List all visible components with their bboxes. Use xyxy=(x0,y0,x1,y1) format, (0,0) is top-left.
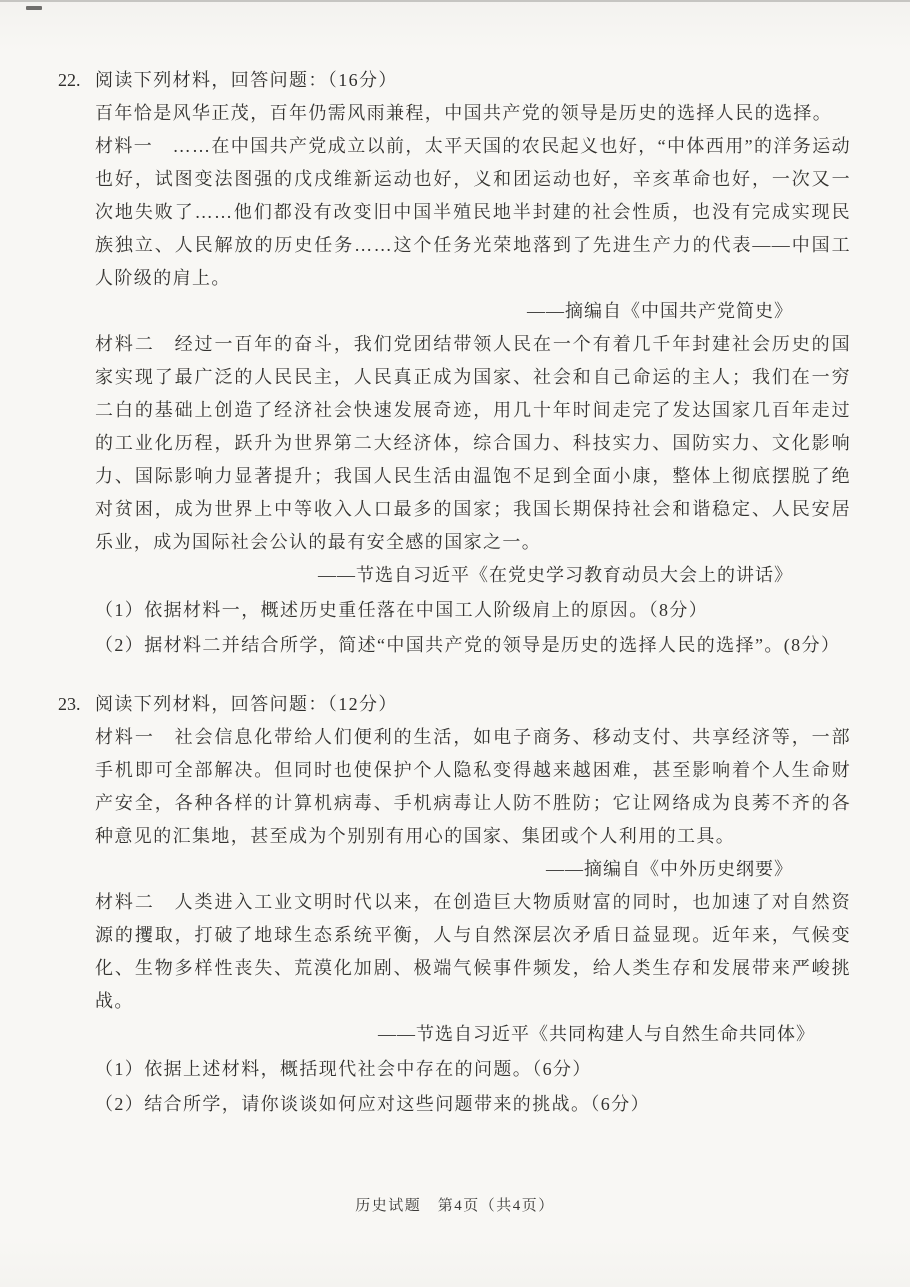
question-22-material-2-body: 材料二 经过一百年的奋斗，我们党团结带领人民在一个有着几千年封建社会历史的国家实现了最广泛的人民民主，人民真正成为国家、社会和自己命运的主人；我们在一穷二白的基础上创造了经济社会快速发展奇迹，用几十年时间走完了发达国家几百年走过的工业化历程，跃升为世界第二大经济体，综合国力、科技实力、国防实力、文化影响力、国际影响力显著提升；我国人民生活由温饱不足到全面小康，整体上彻底摆脱了绝对贫困，成为世界上中等收入人口最多的国家；我国长期保持社会和谐稳定、人民安居乐业，成为国际社会公认的最有安全感的国家之一。 xyxy=(95,334,851,552)
question-23-material-1-body: 材料一 社会信息化带给人们便利的生活，如电子商务、移动支付、共享经济等，一部手机即可全部解决。但同时也使保护个人隐私变得越来越困难，甚至影响着个人生命财产安全，各种各样的计算机病毒、手机病毒让人防不胜防；它让网络成为良莠不齐的各种意见的汇集地，甚至成为个别别有用心的国家、集团或个人利用的工具。 xyxy=(95,727,851,846)
scan-mark-artifact xyxy=(26,6,42,10)
question-23-material-1-source: ——摘编自《中外历史纲要》 xyxy=(546,859,793,879)
question-22-material-1-body: 材料一 ……在中国共产党成立以前，太平天国的农民起义也好，“中体西用”的洋务运动也好，试图变法图强的戊戌维新运动也好，义和团运动也好，辛亥革命也好，一次又一次地失败了……他们都没有改变旧中国半殖民地半封建的社会性质，也没有完成实现民族独立、人民解放的历史任务……这个任务光荣地落到了先进生产力的代表——中国工人阶级的肩上。 xyxy=(95,136,851,288)
scan-edge-artifact xyxy=(0,0,910,2)
question-23-number: 23. xyxy=(58,694,81,714)
question-23-material-2-source: ——节选自习近平《共同构建人与自然生命共同体》 xyxy=(378,1024,815,1044)
footer-text: 历史试题 第4页（共4页） xyxy=(355,1198,555,1214)
page-content xyxy=(58,64,851,1121)
question-23-header xyxy=(58,688,851,721)
question-22-subquestion-1: （1）依据材料一，概述历史重任落在中国工人阶级肩上的原因。（8分） xyxy=(95,600,709,620)
question-23-prompt: 阅读下列材料，回答问题：（12分） xyxy=(95,694,398,714)
question-22-prompt: 阅读下列材料，回答问题：（16分） xyxy=(95,70,398,90)
question-23-material-2-body: 材料二 人类进入工业文明时代以来，在创造巨大物质财富的同时，也加速了对自然资源的攫取，打破了地球生态系统平衡，人与自然深层次矛盾日益显现。近年来，气候变化、生物多样性丧失、荒漠化加剧、极端气候事件频发，给人类生存和发展带来严峻挑战。 xyxy=(95,892,851,1011)
question-22-material-1-source: ——摘编自《中国共产党简史》 xyxy=(527,301,793,321)
question-22-intro: 百年恰是风华正茂，百年仍需风雨兼程，中国共产党的领导是历史的选择人民的选择。 xyxy=(95,103,833,123)
page-footer xyxy=(0,1194,910,1215)
question-23 xyxy=(58,688,851,1121)
question-23-subquestion-2: （2）结合所学，请你谈谈如何应对这些问题带来的挑战。（6分） xyxy=(95,1094,650,1114)
question-22-material-2-source: ——节选自习近平《在党史学习教育动员大会上的讲话》 xyxy=(318,565,793,585)
question-22-header xyxy=(58,64,851,97)
question-22 xyxy=(58,64,851,662)
question-23-subquestion-1: （1）依据上述材料，概括现代社会中存在的问题。（6分） xyxy=(95,1059,592,1079)
question-22-subquestion-2: （2）据材料二并结合所学，简述“中国共产党的领导是历史的选择人民的选择”。(8分） xyxy=(95,635,841,655)
question-22-number: 22. xyxy=(58,70,81,90)
